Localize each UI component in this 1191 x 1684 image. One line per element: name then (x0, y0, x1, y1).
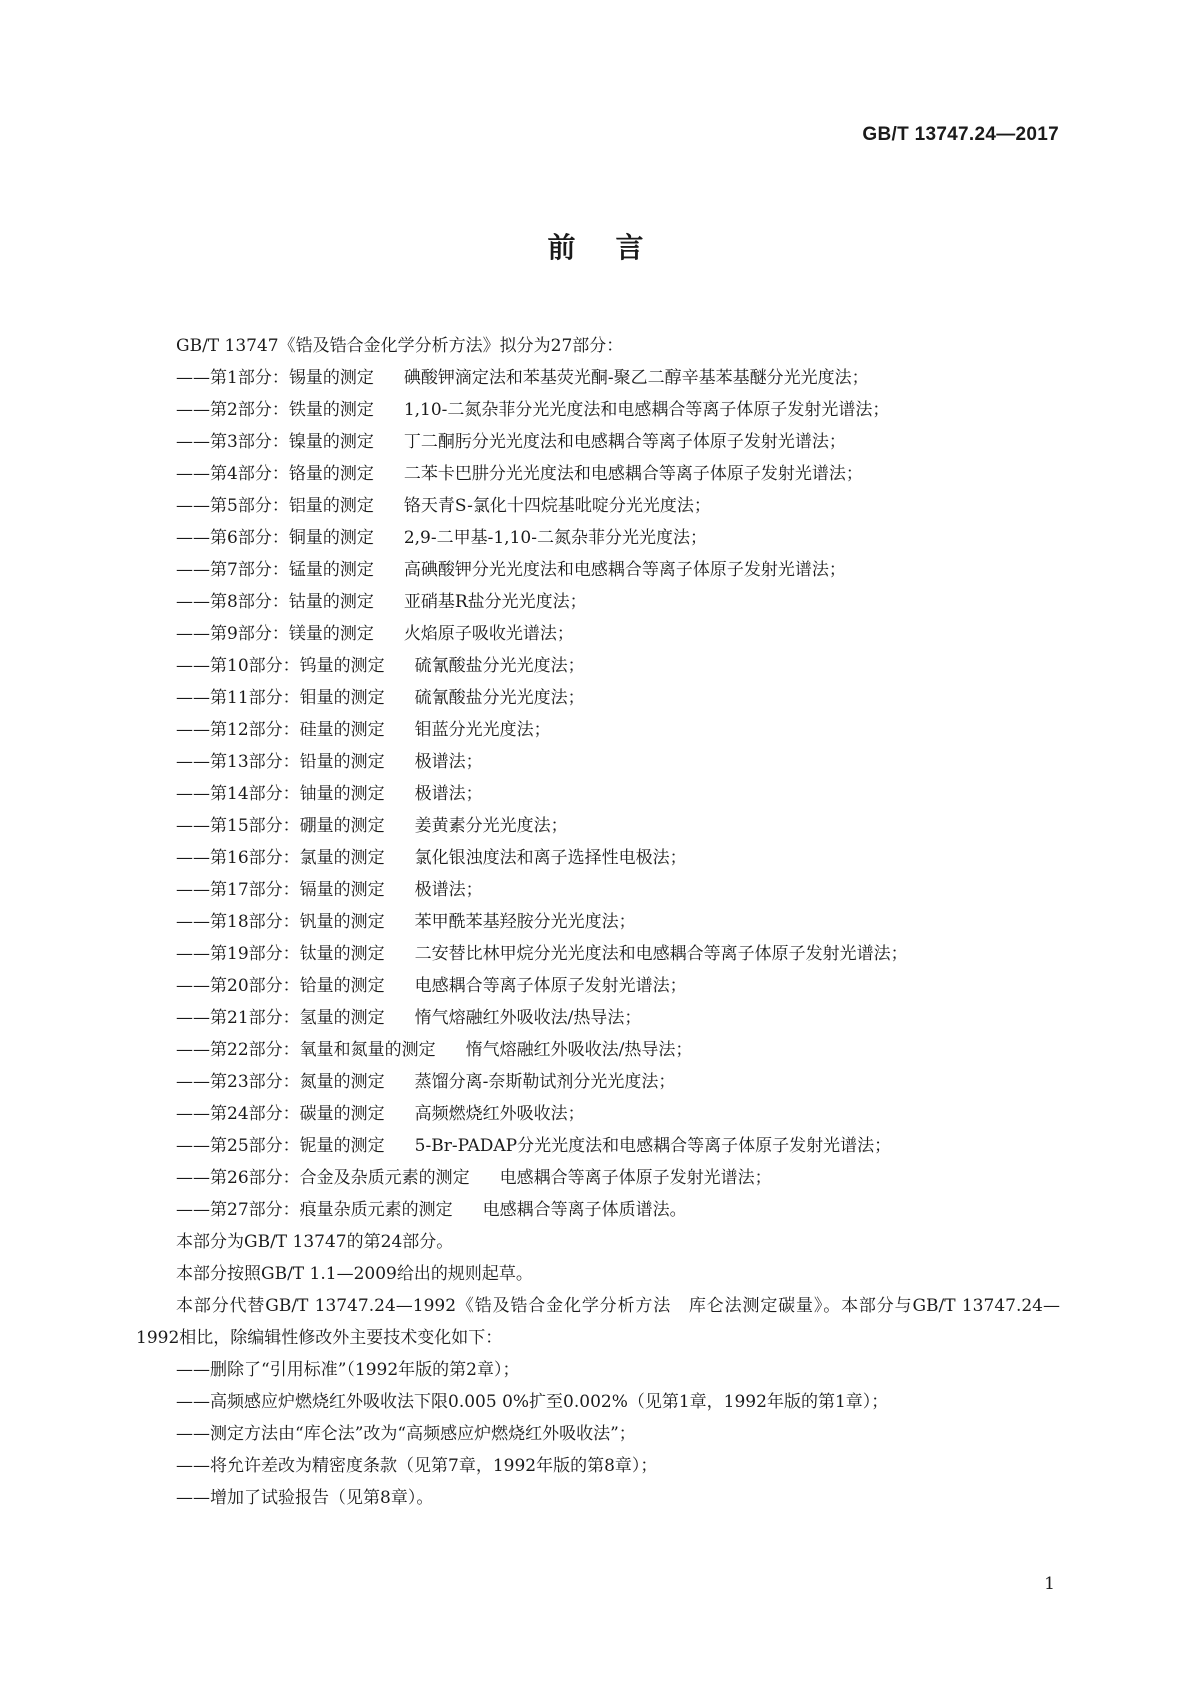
dash: —— (176, 1008, 210, 1028)
dash: —— (176, 592, 210, 612)
dash: —— (176, 752, 210, 772)
dash: —— (176, 976, 210, 996)
dash: —— (176, 400, 210, 420)
part-method: 二苯卡巴肼分光光度法和电感耦合等离子体原子发射光谱法； (403, 464, 863, 484)
dash: —— (176, 1392, 210, 1412)
part-label: 第10部分：钨量的测定 (210, 656, 385, 676)
list-item (136, 1418, 1060, 1450)
dash: —— (176, 1040, 210, 1060)
part-label: 第3部分：镍量的测定 (210, 432, 374, 452)
changes-list (136, 1354, 1060, 1514)
list-item (136, 650, 1060, 682)
part-label: 第6部分：铜量的测定 (210, 528, 374, 548)
part-label: 第5部分：铝量的测定 (210, 496, 374, 516)
list-item (136, 874, 1060, 906)
standard-code: GB/T 13747.24—2017 (862, 124, 1059, 145)
dash: —— (176, 1168, 210, 1188)
list-item (136, 490, 1060, 522)
part-label: 第2部分：铁量的测定 (210, 400, 374, 420)
dash: —— (176, 784, 210, 804)
list-item (136, 778, 1060, 810)
paragraph-drafting-rules: 本部分按照GB/T 1.1—2009给出的规则起草。 (176, 1264, 533, 1284)
part-label: 第18部分：钒量的测定 (210, 912, 385, 932)
list-item (136, 1002, 1060, 1034)
dash: —— (176, 1456, 210, 1476)
part-label: 第9部分：镁量的测定 (210, 624, 374, 644)
part-method: 高碘酸钾分光光度法和电感耦合等离子体原子发射光谱法； (403, 560, 846, 580)
part-method: 硫氰酸盐分光光度法； (414, 656, 585, 676)
part-label: 第22部分：氧量和氮量的测定 (210, 1040, 436, 1060)
part-method: 亚硝基R盐分光光度法； (403, 592, 587, 612)
part-method: 1,10-二氮杂菲分光光度法和电感耦合等离子体原子发射光谱法； (403, 400, 890, 420)
part-label: 第7部分：锰量的测定 (210, 560, 374, 580)
dash: —— (176, 912, 210, 932)
list-item (136, 1482, 1060, 1514)
part-method: 电感耦合等离子体原子发射光谱法； (414, 976, 687, 996)
list-item (136, 554, 1060, 586)
list-item (136, 522, 1060, 554)
dash: —— (176, 1488, 210, 1508)
dash: —— (176, 688, 210, 708)
part-method: 苯甲酰苯基羟胺分光光度法； (414, 912, 636, 932)
dash: —— (176, 1072, 210, 1092)
part-method: 电感耦合等离子体质谱法。 (482, 1200, 687, 1220)
paragraph-part-of: 本部分为GB/T 13747的第24部分。 (176, 1232, 454, 1252)
list-item (136, 586, 1060, 618)
part-label: 第12部分：硅量的测定 (210, 720, 385, 740)
part-method: 极谱法； (414, 880, 483, 900)
part-method: 二安替比林甲烷分光光度法和电感耦合等离子体原子发射光谱法； (414, 944, 908, 964)
dash: —— (176, 624, 210, 644)
part-label: 第14部分：铀量的测定 (210, 784, 385, 804)
dash: —— (176, 944, 210, 964)
dash: —— (176, 656, 210, 676)
part-label: 第16部分：氯量的测定 (210, 848, 385, 868)
part-label: 第1部分：锡量的测定 (210, 368, 374, 388)
part-label: 第23部分：氮量的测定 (210, 1072, 385, 1092)
change-text: 将允许差改为精密度条款（见第7章，1992年版的第8章）； (210, 1456, 658, 1476)
list-item (136, 842, 1060, 874)
list-item (136, 714, 1060, 746)
list-item (136, 362, 1060, 394)
part-method: 2,9-二甲基-1,10-二氮杂菲分光光度法； (403, 528, 707, 548)
part-method: 惰气熔融红外吸收法/热导法； (414, 1008, 642, 1028)
part-method: 5-Br-PADAP分光光度法和电感耦合等离子体原子发射光谱法； (414, 1136, 892, 1156)
part-label: 第19部分：钛量的测定 (210, 944, 385, 964)
part-method: 碘酸钾滴定法和苯基荧光酮-聚乙二醇辛基苯基醚分光光度法； (403, 368, 869, 388)
list-item (136, 618, 1060, 650)
dash: —— (176, 560, 210, 580)
part-label: 第26部分：合金及杂质元素的测定 (210, 1168, 470, 1188)
list-item (136, 1162, 1060, 1194)
parts-list (136, 362, 1060, 1226)
document-body (136, 330, 1060, 1514)
list-item (136, 682, 1060, 714)
part-label: 第4部分：铬量的测定 (210, 464, 374, 484)
dash: —— (176, 1200, 210, 1220)
part-label: 第20部分：铪量的测定 (210, 976, 385, 996)
list-item (136, 1354, 1060, 1386)
list-item (136, 906, 1060, 938)
part-label: 第24部分：碳量的测定 (210, 1104, 385, 1124)
dash: —— (176, 432, 210, 452)
dash: —— (176, 496, 210, 516)
part-method: 钼蓝分光光度法； (414, 720, 551, 740)
list-item (136, 970, 1060, 1002)
part-label: 第15部分：硼量的测定 (210, 816, 385, 836)
list-item (136, 938, 1060, 970)
list-item (136, 1066, 1060, 1098)
part-label: 第11部分：钼量的测定 (210, 688, 385, 708)
part-label: 第13部分：铅量的测定 (210, 752, 385, 772)
list-item (136, 810, 1060, 842)
part-method: 火焰原子吸收光谱法； (403, 624, 574, 644)
list-item (136, 1386, 1060, 1418)
list-item (136, 1450, 1060, 1482)
part-label: 第8部分：钴量的测定 (210, 592, 374, 612)
part-method: 电感耦合等离子体原子发射光谱法； (499, 1168, 772, 1188)
part-method: 硫氰酸盐分光光度法； (414, 688, 585, 708)
change-text: 高频感应炉燃烧红外吸收法下限0.005 0%扩至0.002%（见第1章，1992年版的第1章）； (210, 1392, 889, 1412)
intro-paragraph: GB/T 13747《锆及锆合金化学分析方法》拟分为27部分： (176, 336, 624, 356)
list-item (136, 426, 1060, 458)
dash: —— (176, 816, 210, 836)
change-text: 删除了“引用标准”（1992年版的第2章）； (210, 1360, 520, 1380)
dash: —— (176, 1136, 210, 1156)
list-item (136, 1034, 1060, 1066)
list-item (136, 746, 1060, 778)
list-item (136, 394, 1060, 426)
part-method: 极谱法； (414, 752, 483, 772)
dash: —— (176, 1104, 210, 1124)
dash: —— (176, 880, 210, 900)
dash: —— (176, 528, 210, 548)
list-item (136, 1130, 1060, 1162)
list-item (136, 1098, 1060, 1130)
page-title: 前言 (547, 231, 684, 264)
dash: —— (176, 1424, 210, 1444)
part-label: 第17部分：镉量的测定 (210, 880, 385, 900)
part-method: 铬天青S-氯化十四烷基吡啶分光光度法； (403, 496, 711, 516)
dash: —— (176, 1360, 210, 1380)
dash: —— (176, 368, 210, 388)
list-item (136, 1194, 1060, 1226)
part-method: 氯化银浊度法和离子选择性电极法； (414, 848, 687, 868)
part-label: 第21部分：氢量的测定 (210, 1008, 385, 1028)
list-item (136, 458, 1060, 490)
part-method: 蒸馏分离-奈斯勒试剂分光光度法； (414, 1072, 676, 1092)
dash: —— (176, 464, 210, 484)
dash: —— (176, 720, 210, 740)
part-method: 惰气熔融红外吸收法/热导法； (465, 1040, 693, 1060)
part-label: 第27部分：痕量杂质元素的测定 (210, 1200, 453, 1220)
part-label: 第25部分：铌量的测定 (210, 1136, 385, 1156)
part-method: 姜黄素分光光度法； (414, 816, 568, 836)
dash: —— (176, 848, 210, 868)
part-method: 极谱法； (414, 784, 483, 804)
part-method: 丁二酮肟分光光度法和电感耦合等离子体原子发射光谱法； (403, 432, 846, 452)
part-method: 高频燃烧红外吸收法； (414, 1104, 585, 1124)
change-text: 增加了试验报告（见第8章）。 (210, 1488, 434, 1508)
change-text: 测定方法由“库仑法”改为“高频感应炉燃烧红外吸收法”； (210, 1424, 636, 1444)
paragraph-replaces: 本部分代替GB/T 13747.24—1992《锆及锆合金化学分析方法 库仑法测定碳量》。本部分与GB/T 13747.24—1992相比，除编辑性修改外主要技术变化如下： (136, 1296, 1060, 1348)
page-number: 1 (1044, 1574, 1055, 1594)
